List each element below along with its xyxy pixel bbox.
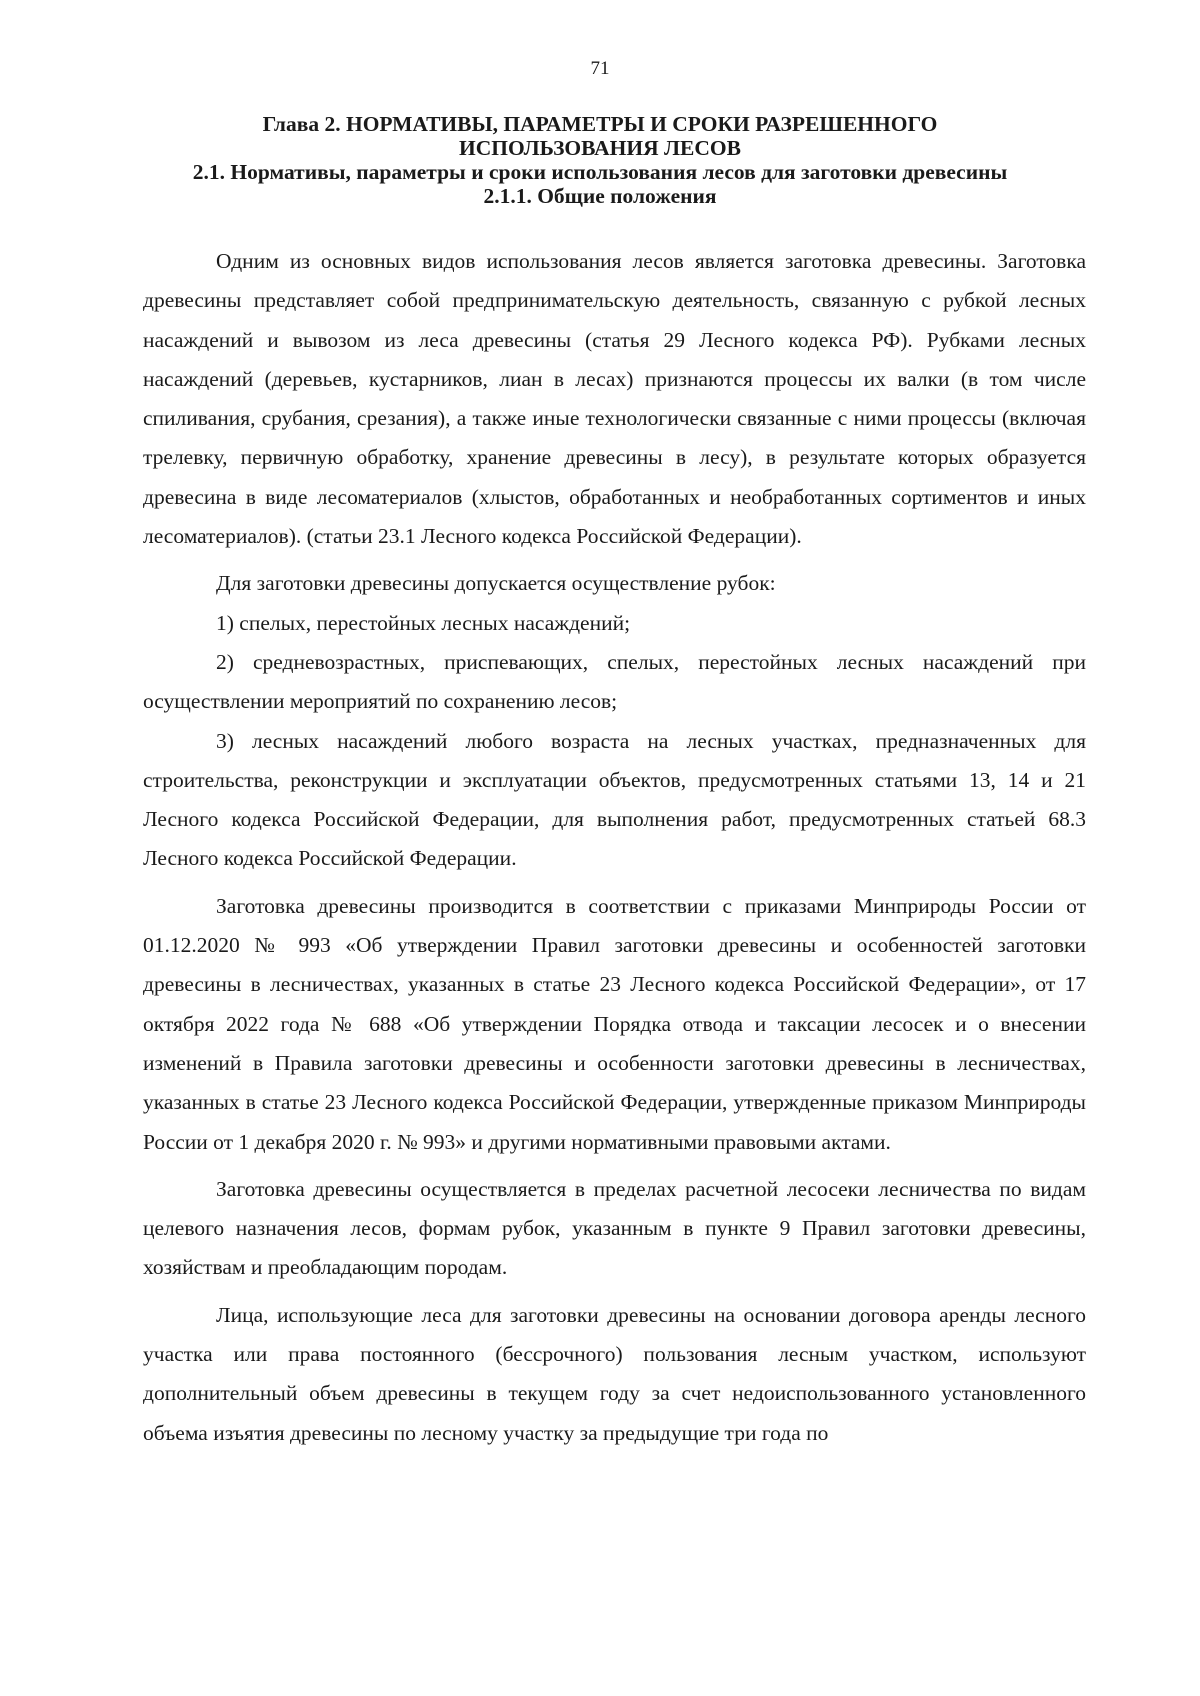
heading-block [120, 112, 1080, 208]
list-item: 3) лесных насаждений любого возраста на лесных участках, предназначенных для строительства, реконструкции и эксплуатации объектов, предусмотренных статьями 13, 14 и 21 Лесного кодекса Российской Федерации, для выполнения работ, предусмотренных статьей 68.3 Лесного кодекса Российской Федерации. [143, 728, 1086, 871]
list-item: 1) спелых, перестойных лесных насаждений; [216, 610, 631, 635]
body-text [143, 242, 1086, 1453]
paragraph: Одним из основных видов использования лесов является заготовка древесины. Заготовка древесины представляет собой предпринимательскую деятельность, связанную с рубкой лесных насаждений и вывозом из леса древесины (статья 29 Лесного кодекса РФ). Рубками лесных насаждений (деревьев, кустарников, лиан в лесах) признаются процессы их валки (в том числе спиливания, срубания, срезания), а также иные технологически связанные с ними процессы (включая трелевку, первичную обработку, хранение древесины в лесу), в результате которых образуется древесина в виде лесоматериалов (хлыстов, обработанных и необработанных сортиментов и иных лесоматериалов). (статьи 23.1 Лесного кодекса Российской Федерации). [143, 249, 1086, 549]
paragraph: Для заготовки древесины допускается осуществление рубок: [216, 571, 776, 596]
chapter-title-line-2: ИСПОЛЬЗОВАНИЯ ЛЕСОВ [459, 136, 741, 160]
chapter-title-line-1: Глава 2. НОРМАТИВЫ, ПАРАМЕТРЫ И СРОКИ РАЗРЕШЕННОГО [262, 112, 938, 136]
paragraph: Заготовка древесины производится в соответствии с приказами Минприроды России от 01.12.2020 № 993 «Об утверждении Правил заготовки древесины и особенностей заготовки древесины в лесничествах, указанных в статье 23 Лесного кодекса Российской Федерации», от 17 октября 2022 года № 688 «Об утверждении Порядка отвода и таксации лесосек и о внесении изменений в Правила заготовки древесины и особенности заготовки древесины в лесничествах, указанных в статье 23 Лесного кодекса Российской Федерации, утвержденные приказом Минприроды России от 1 декабря 2020 г. № 993» и другими нормативными правовыми актами. [143, 893, 1086, 1154]
page-number: 71 [590, 58, 610, 79]
paragraph: Заготовка древесины осуществляется в пределах расчетной лесосеки лесничества по видам целевого назначения лесов, формам рубок, указанным в пункте 9 Правил заготовки древесины, хозяйствам и преобладающим породам. [143, 1176, 1086, 1280]
list-item: 2) средневозрастных, приспевающих, спелых, перестойных лесных насаждений при осуществлении мероприятий по сохранению лесов; [143, 649, 1086, 714]
subsection-title: 2.1.1. Общие положения [483, 184, 717, 208]
paragraph: Лица, использующие леса для заготовки древесины на основании договора аренды лесного участка или права постоянного (бессрочного) пользования лесным участком, используют дополнительный объем древесины в текущем году за счет недоиспользованного установленного объема изъятия древесины по лесному участку за предыдущие три года по [143, 1302, 1086, 1445]
section-title: 2.1. Нормативы, параметры и сроки использования лесов для заготовки древесины [192, 160, 1008, 184]
